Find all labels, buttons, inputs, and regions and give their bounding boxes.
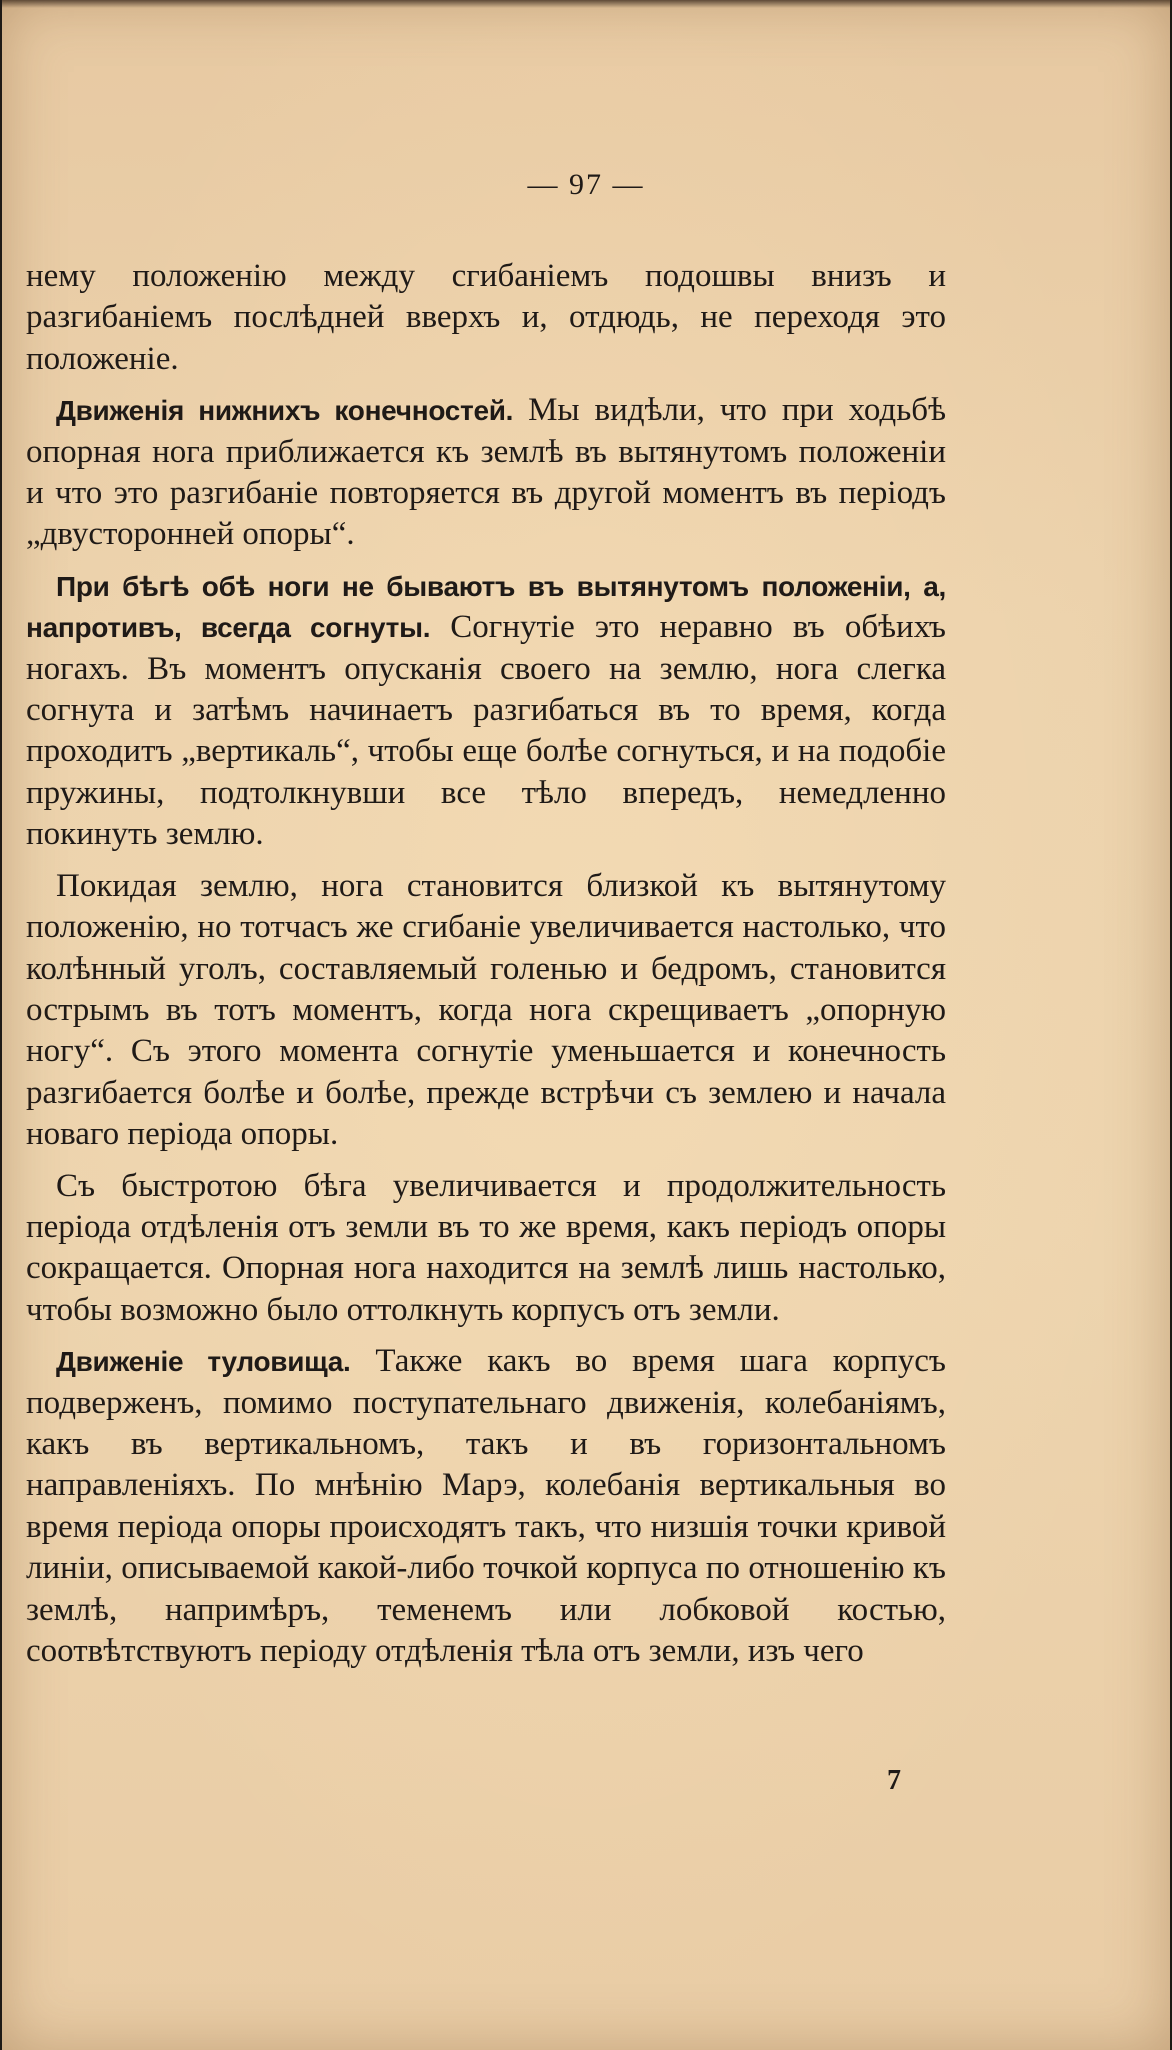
paragraph-4 xyxy=(26,866,946,1156)
paragraph-5 xyxy=(26,1166,946,1332)
emphasis-running-legs: При бѣгѣ обѣ ноги не бываютъ въ вытянутомъ положеніи, а, напротивъ, всегда согнуты. xyxy=(26,570,946,644)
paragraph-1 xyxy=(26,256,946,380)
paragraph-text: Согнутіе это неравно въ обѣихъ ногахъ. Въ моментъ опусканія своего на землю, нога слегка согнута и затѣмъ начинаетъ разгибаться въ то время, когда проходитъ „вертикаль“, чтобы еще болѣе согнуться, и на подобіе пружины, подтолкнувши все тѣло впередъ, немедленно покинуть землю. xyxy=(26,609,946,853)
signature-mark: 7 xyxy=(887,1765,901,1796)
paragraph-text: Также какъ во время шага корпусъ подверженъ, помимо поступательнаго движенія, колебаніямъ, какъ въ вертикальномъ, такъ и въ горизонтальномъ направленіяхъ. По мнѣнію Марэ, колебанія вертикальныя во время періода опоры происходятъ такъ, что низшія точки кривой линіи, описываемой какой-либо точкой корпуса по отношенію къ землѣ, напримѣръ, теменемъ или лобковой костью, соотвѣтствуютъ періоду отдѣленія тѣла отъ земли, изъ чего xyxy=(26,1343,947,1669)
text-body xyxy=(26,256,946,1672)
paragraph-text: Покидая землю, нога становится близкой къ вытянутому положенію, но тотчасъ же сгибаніе увеличивается настолько, что колѣнный уголъ, составляемый голенью и бедромъ, становится острымъ въ тотъ моментъ, когда нога скрещиваетъ „опорную ногу“. Съ этого момента согнутіе уменьшается и конечность разгибается болѣе и болѣе, прежде встрѣчи съ землею и начала новаго періода опоры. xyxy=(26,867,946,1153)
book-page xyxy=(2,0,1170,2050)
page-number: — 97 — xyxy=(527,168,645,201)
paragraph-6 xyxy=(26,1341,946,1672)
paragraph-text: Съ быстротою бѣга увеличивается и продолжительность періода отдѣленія отъ земли въ то же время, какъ періодъ опоры сокращается. Опорная нога находится на землѣ лишь настолько, чтобы возможно было оттолкнуть корпусъ отъ земли. xyxy=(26,1167,946,1328)
paragraph-text: нему положенію между сгибаніемъ подошвы внизъ и разгибаніемъ послѣдней вверхъ и, отдюдь, не переходя это положеніе. xyxy=(26,258,946,377)
paragraph-3 xyxy=(26,566,946,856)
section-heading-lower-limbs: Движенія нижнихъ конечностей. xyxy=(56,395,514,427)
paragraph-text: Мы видѣли, что при ходьбѣ опорная нога приближается къ землѣ въ вытянутомъ положеніи и что это разгибаніе повторяется въ другой моментъ въ періодъ „двусторонней опоры“. xyxy=(26,392,946,553)
paragraph-2 xyxy=(26,390,946,556)
page-top-edge xyxy=(2,0,1170,8)
section-heading-torso: Движеніе туловища. xyxy=(56,1346,351,1378)
